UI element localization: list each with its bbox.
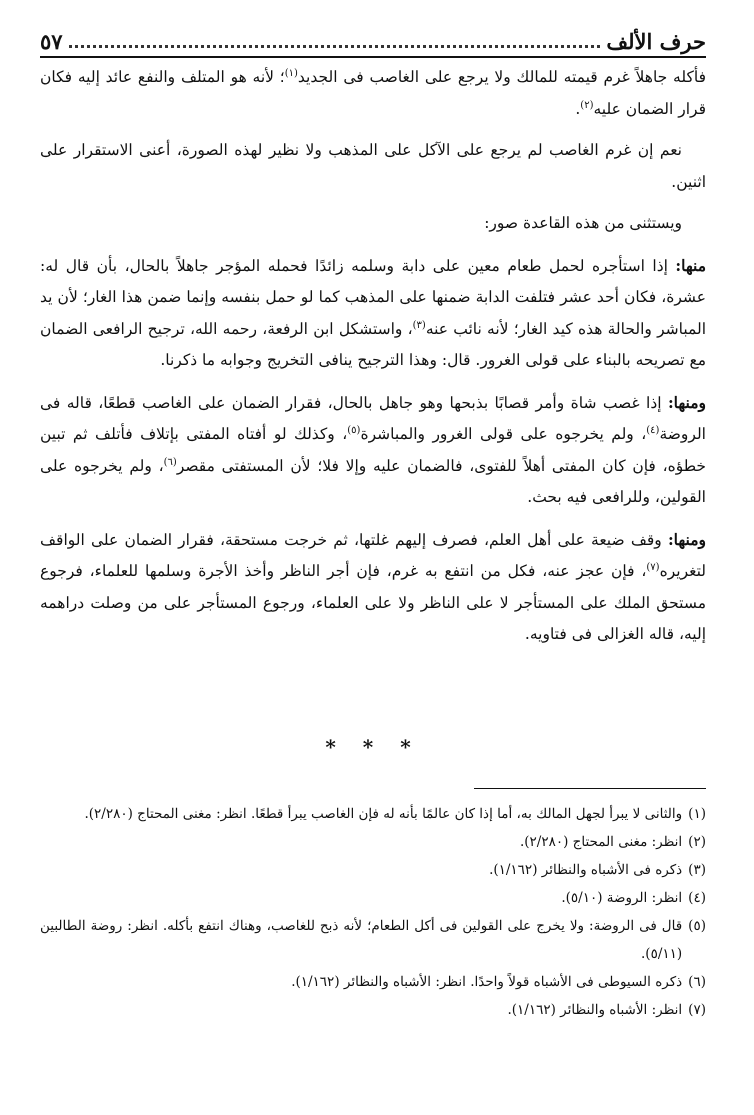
paragraph-4: [40, 250, 706, 377]
footnote-7: [40, 996, 706, 1024]
running-header: [40, 20, 706, 58]
text-run: إذا غصب شاة وأمر قصابًا بذبحها وهو جاهل بالحال، فقرار الضمان على الغاصب قطعًا، قاله فى الروضة: [40, 393, 706, 443]
text-run: ، ولم يخرجوه على قولى الغرور والمباشرة: [360, 425, 647, 443]
footnote-text: انظر: الروضة (٥/١٠).: [561, 890, 683, 906]
footnote-text: والثانى لا يبرأ لجهل المالك به، أما إذا كان عالمًا بأنه له فإن الغاصب يبرأ قطعًا. انظر: مغنى المحتاج (٢/٢٨٠).: [84, 806, 683, 822]
page-number: ٥٧: [40, 29, 63, 54]
footnote-ref-3[interactable]: (٣): [412, 319, 426, 331]
text-run: ، وكذلك لو أفتاه المفتى بإتلاف فأتلف ثم تبين خطؤه، فإن كان المفتى أهلاً للفتوى، فالضمان عليه وإلا فلا؛ لأن المستفتى مقصر: [40, 425, 706, 475]
footnote-ref-2[interactable]: (٢): [580, 99, 594, 111]
footnote-mark: (١): [688, 806, 706, 822]
footnote-ref-7[interactable]: (٧): [646, 561, 660, 573]
paragraph-5: [40, 387, 706, 514]
paragraph-3: ويستثنى من هذه القاعدة صور:: [484, 214, 682, 232]
main-text: [40, 62, 706, 661]
footnote-3: [40, 856, 706, 884]
footnote-ref-1[interactable]: (١): [284, 67, 298, 79]
footnote-mark: (٦): [688, 974, 706, 990]
footnote-1: [40, 800, 706, 828]
text-run: ، واستشكل ابن الرفعة، رحمه الله، ترجيح الرافعى الضمان مع تصريحه بالبناء على قولى الغرور. قال: وهذا الترجيح ينافى التخريج وجوابه ما ذكرنا.: [40, 319, 706, 369]
footnote-mark: (٣): [688, 862, 706, 878]
footnote-ref-6[interactable]: (٦): [163, 456, 177, 468]
footnote-5: [40, 912, 706, 968]
footnote-text: قال فى الروضة: ولا يخرج على القولين فى أكل الطعام؛ لأنه ذبح للغاصب، وهناك انتفع بأكله. انظر: روضة الطالبين (٥/١١).: [40, 918, 683, 962]
footnote-4: [40, 884, 706, 912]
footnote-2: [40, 828, 706, 856]
text-run: ؛ لأنه هو المتلف والنفع عائد إليه فكان قرار الضمان عليه: [40, 68, 706, 118]
text-run: ، فإن عجز عنه، فكل من انتفع به غرم، فإن أجر الناظر وأخذ الأجرة وسلمها للعلماء، فرجوع مستحق الملك على المستأجر لا على الناظر ولا على العلماء، ورجوع المستأجر على من وصلت دراهمه إليه، قاله الغزالى فى فتاويه.: [40, 562, 706, 643]
footnote-mark: (٤): [688, 890, 706, 906]
chapter-title: حرف الألف: [606, 29, 706, 54]
footnote-rule: [474, 788, 706, 789]
footnote-6: [40, 968, 706, 996]
paragraph-2: نعم إن غرم الغاصب لم يرجع على الآكل على المذهب ولا نظير لهذه الصورة، أعنى الاستقرار على اثنين.: [40, 141, 706, 191]
footnote-mark: (٥): [688, 918, 706, 934]
paragraph-lead: ومنها:: [667, 529, 706, 549]
text-run: فأكله جاهلاً غرم قيمته للمالك ولا يرجع على الغاصب فى الجديد: [297, 68, 706, 86]
header-leader-dots: [69, 45, 601, 48]
footnote-text: ذكره السيوطى فى الأشباه قولاً واحدًا. انظر: الأشباه والنظائر (١/١٦٢).: [291, 974, 683, 990]
footnote-ref-5[interactable]: (٥): [347, 424, 361, 436]
footnote-mark: (٧): [688, 1002, 706, 1018]
footnotes: [40, 800, 706, 1024]
text-run: .: [575, 99, 581, 118]
text-run: ، ولم يخرجوه على القولين، وللرافعى فيه بحث.: [40, 456, 706, 506]
paragraph-lead: منها:: [675, 255, 706, 275]
text-run: إذا استأجره لحمل طعام معين على دابة وسلمه زائدًا فحمله المؤجر جاهلاً بالحال، بأن قال له: عشرة، فكان أحد عشر فتلفت الدابة ضمنها على المذهب كما لو حمل بنفسه وإنما ضمن هذا الغار؛ لأن يد المباشر والحالة هذه كيد الغار؛ لأنه نائب عنه: [40, 256, 707, 338]
footnote-text: انظر: مغنى المحتاج (٢/٢٨٠).: [519, 834, 683, 850]
paragraph-6: [40, 524, 706, 651]
section-separator: * * *: [325, 735, 421, 759]
footnote-mark: (٢): [688, 834, 706, 850]
paragraph-lead: ومنها:: [667, 392, 706, 412]
footnote-text: انظر: الأشباه والنظائر (١/١٦٢).: [507, 1002, 683, 1018]
footnote-text: ذكره فى الأشباه والنظائر (١/١٦٢).: [489, 862, 683, 878]
paragraph-1: [40, 62, 706, 125]
text-run: وقف ضيعة على أهل العلم، فصرف إليهم غلتها، ثم خرجت مستحقة، فقرار الضمان على الواقف لتغريره: [40, 530, 706, 580]
footnote-ref-4[interactable]: (٤): [646, 424, 660, 436]
